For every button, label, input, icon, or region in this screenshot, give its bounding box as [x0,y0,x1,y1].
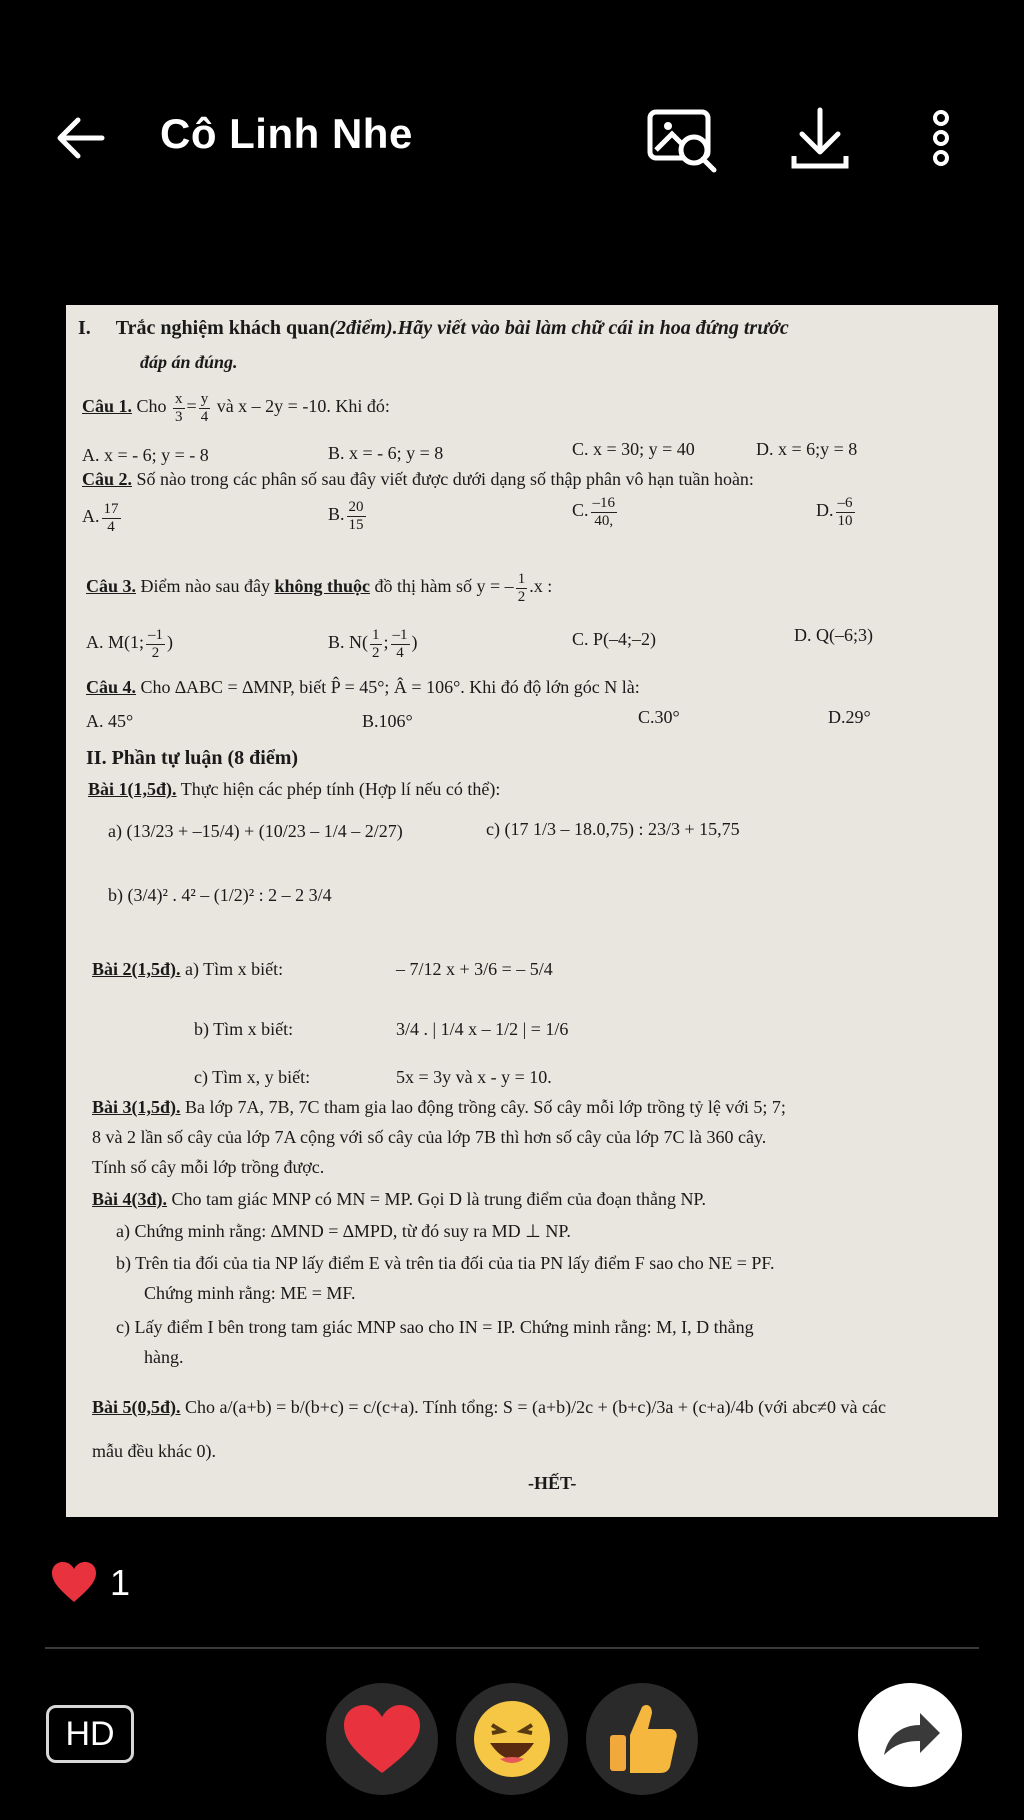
bai-1: Bài 1(1,5đ). Thực hiện các phép tính (Hợp lí nếu có thể): [88,779,501,799]
laughing-face-icon [456,1683,568,1795]
bai-1-b: b) (3/4)² . 4² – (1/2)² : 2 – 2 3/4 [108,885,332,905]
bai-4-b-cont: Chứng minh rằng: ME = MF. [144,1283,356,1303]
q4-option-b: B.106° [362,711,413,731]
bai-4-b: b) Trên tia đối của tia NP lấy điểm E và trên tia đối của tia PN lấy điểm F sao cho NE = PF. [116,1253,775,1273]
share-arrow-icon [858,1683,962,1787]
section-1-heading: I. Trắc nghiệm khách quan(2điểm).Hãy viết vào bài làm chữ cái in hoa đứng trước [78,317,789,339]
q2-option-b: B. $\frac{20}{15}$ [328,499,364,533]
bai-4-c: c) Lấy điểm I bên trong tam giác MNP sao cho IN = IP. Chứng minh rằng: M, I, D thẳng [116,1317,754,1337]
hd-toggle-button[interactable]: HD [46,1705,134,1763]
more-vertical-icon [916,100,966,180]
bai-1-a: a) (13/23 + –15/4) + (10/23 – 1/4 – 2/27) [108,821,403,841]
q3-option-b: B. N( $\frac{1}{2}$ ; $\frac{-1}{4}$ ) [328,627,418,661]
heart-icon [326,1683,438,1795]
bai-2-c: c) Tìm x, y biết: [194,1067,311,1087]
q2-option-a: A. $\frac{17}{4}$ [82,501,119,535]
top-bar [0,0,1024,280]
exam-end-mark: -HẾT- [528,1473,577,1493]
section-2-heading: II. Phần tự luận (8 điểm) [86,747,299,769]
question-2: Câu 2. Số nào trong các phân số sau đây viết được dưới dạng số thập phân vô hạn tuần hoàn: [82,469,754,489]
q4-option-d: D.29° [828,707,871,727]
q1-option-b: B. x = - 6; y = 8 [328,443,444,463]
react-haha-button[interactable] [456,1683,568,1795]
question-1: Câu 1. Cho $\frac{x}{3}$ = $\frac{y}{4}$ và x – 2y = -10. Khi đó: [82,391,390,425]
question-3: Câu 3. Điểm nào sau đây không thuộc đồ thị hàm số y = – $\frac{1}{2}$ .x : [86,571,553,605]
q2-option-d: D. $\frac{-6}{10}$ [816,495,853,529]
back-arrow-icon [50,108,110,168]
bai-5: Bài 5(0,5đ). Cho a/(a+b) = b/(b+c) = c/(c+a). Tính tổng: S = (a+b)/2c + (b+c)/3a + (c+a)/4b (với abc≠0 và các [92,1397,887,1417]
bai-3: Bài 3(1,5đ). Ba lớp 7A, 7B, 7C tham gia lao động trồng cây. Số cây mỗi lớp trồng tỷ lệ với 5; 7; [92,1097,786,1117]
share-button[interactable] [858,1683,962,1787]
bai-2-b-equation: 3/4 . | 1/4 x – 1/2 | = 1/6 [396,1019,569,1039]
q2-option-c: C. $\frac{-16}{40,}$ [572,495,616,529]
divider [45,1647,979,1649]
page-title: Cô Linh Nhe [160,110,413,157]
bai-2-b: b) Tìm x biết: [194,1019,294,1039]
q4-option-c: C.30° [638,707,680,727]
bai-3-line-2: 8 và 2 lần số cây của lớp 7A cộng với số cây của lớp 7B thì hơn số cây của lớp 7C là 360 cây. [92,1127,767,1147]
back-button[interactable] [50,108,110,168]
q1-option-c: C. x = 30; y = 40 [572,439,695,459]
bai-2-c-equation: 5x = 3y và x - y = 10. [396,1067,552,1087]
thumbs-up-icon [586,1683,698,1795]
question-4: Câu 4. Cho ∆ABC = ∆MNP, biết P̂ = 45°; Â = 106°. Khi đó độ lớn góc N là: [86,677,640,697]
bai-4-c-cont: hàng. [144,1347,184,1367]
bai-2-a-equation: – 7/12 x + 3/6 = – 5/4 [396,959,553,979]
image-search-button[interactable] [642,100,722,180]
bai-5-cont: mẫu đều khác 0). [92,1441,216,1461]
like-count: 1 [110,1562,131,1603]
q3-option-c: C. P(–4;–2) [572,629,657,649]
section-1-heading-cont: đáp án đúng. [140,352,238,372]
download-button[interactable] [780,100,860,180]
react-heart-button[interactable] [326,1683,438,1795]
bai-2-a: Bài 2(1,5đ). a) Tìm x biết: [92,959,284,979]
heart-icon [50,1560,98,1604]
q3-option-d: D. Q(–6;3) [794,625,873,645]
q3-option-a: A. M(1; $\frac{-1}{2}$ ) [86,627,173,661]
exam-photo[interactable] [66,305,998,1517]
q4-option-a: A. 45° [86,711,134,731]
bai-4: Bài 4(3đ). Cho tam giác MNP có MN = MP. Gọi D là trung điểm của đoạn thẳng NP. [92,1189,706,1209]
download-icon [780,100,860,180]
bai-1-c: c) (17 1/3 – 18.0,75) : 23/3 + 15,75 [486,819,740,839]
q1-option-d: D. x = 6;y = 8 [756,439,858,459]
react-like-button[interactable] [586,1683,698,1795]
image-search-icon [642,100,722,180]
bai-4-a: a) Chứng minh rằng: ∆MND = ∆MPD, từ đó suy ra MD ⊥ NP. [116,1221,571,1241]
more-options-button[interactable] [916,100,966,180]
q1-option-a: A. x = - 6; y = - 8 [82,445,209,465]
bai-3-line-3: Tính số cây mỗi lớp trồng được. [92,1157,325,1177]
